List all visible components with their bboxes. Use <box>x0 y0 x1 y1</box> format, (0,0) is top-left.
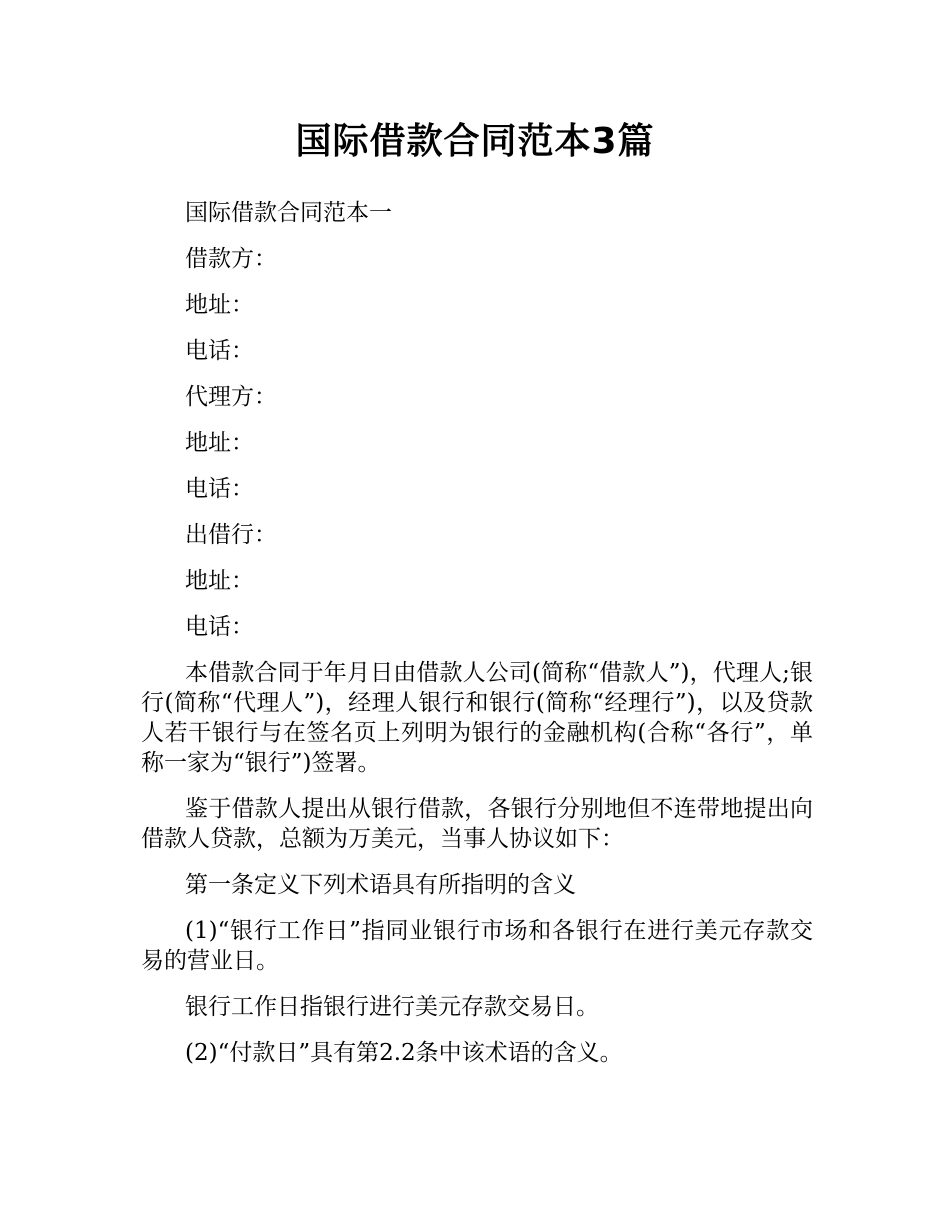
document-title: 国际借款合同范本3篇 <box>295 121 655 162</box>
agent-label: 代理方： <box>185 384 277 410</box>
definition-business-day: (1)“银行工作日”指同业银行市场和各银行在进行美元存款交易的营业日。 <box>141 918 813 974</box>
borrower-label: 借款方： <box>185 246 277 272</box>
document-body <box>141 198 813 1084</box>
article-one-heading: 第一条定义下列术语具有所指明的含义 <box>185 872 576 898</box>
lender-phone-label: 电话： <box>185 614 254 640</box>
subtitle-paragraph: 国际借款合同范本一 <box>185 200 392 226</box>
definition-payment-day: (2)“付款日”具有第2.2条中该术语的含义。 <box>185 1040 623 1066</box>
lender-address-label: 地址： <box>185 568 254 594</box>
lender-label: 出借行： <box>185 522 277 548</box>
borrower-phone-label: 电话： <box>185 338 254 364</box>
recital-paragraph: 鉴于借款人提出从银行借款，各银行分别地但不连带地提出向借款人贷款，总额为万美元，当事人协议如下： <box>141 796 813 852</box>
preamble-paragraph: 本借款合同于年月日由借款人公司(简称“借款人”)，代理人;银行(简称“代理人”)，经理人银行和银行(简称“经理行”)，以及贷款人若干银行与在签名页上列明为银行的金融机构(合称“各行”，单称一家为“银行”)签署。 <box>141 660 813 776</box>
business-day-note: 银行工作日指银行进行美元存款交易日。 <box>185 994 599 1020</box>
agent-phone-label: 电话： <box>185 476 254 502</box>
borrower-address-label: 地址： <box>185 292 254 318</box>
agent-address-label: 地址： <box>185 430 254 456</box>
